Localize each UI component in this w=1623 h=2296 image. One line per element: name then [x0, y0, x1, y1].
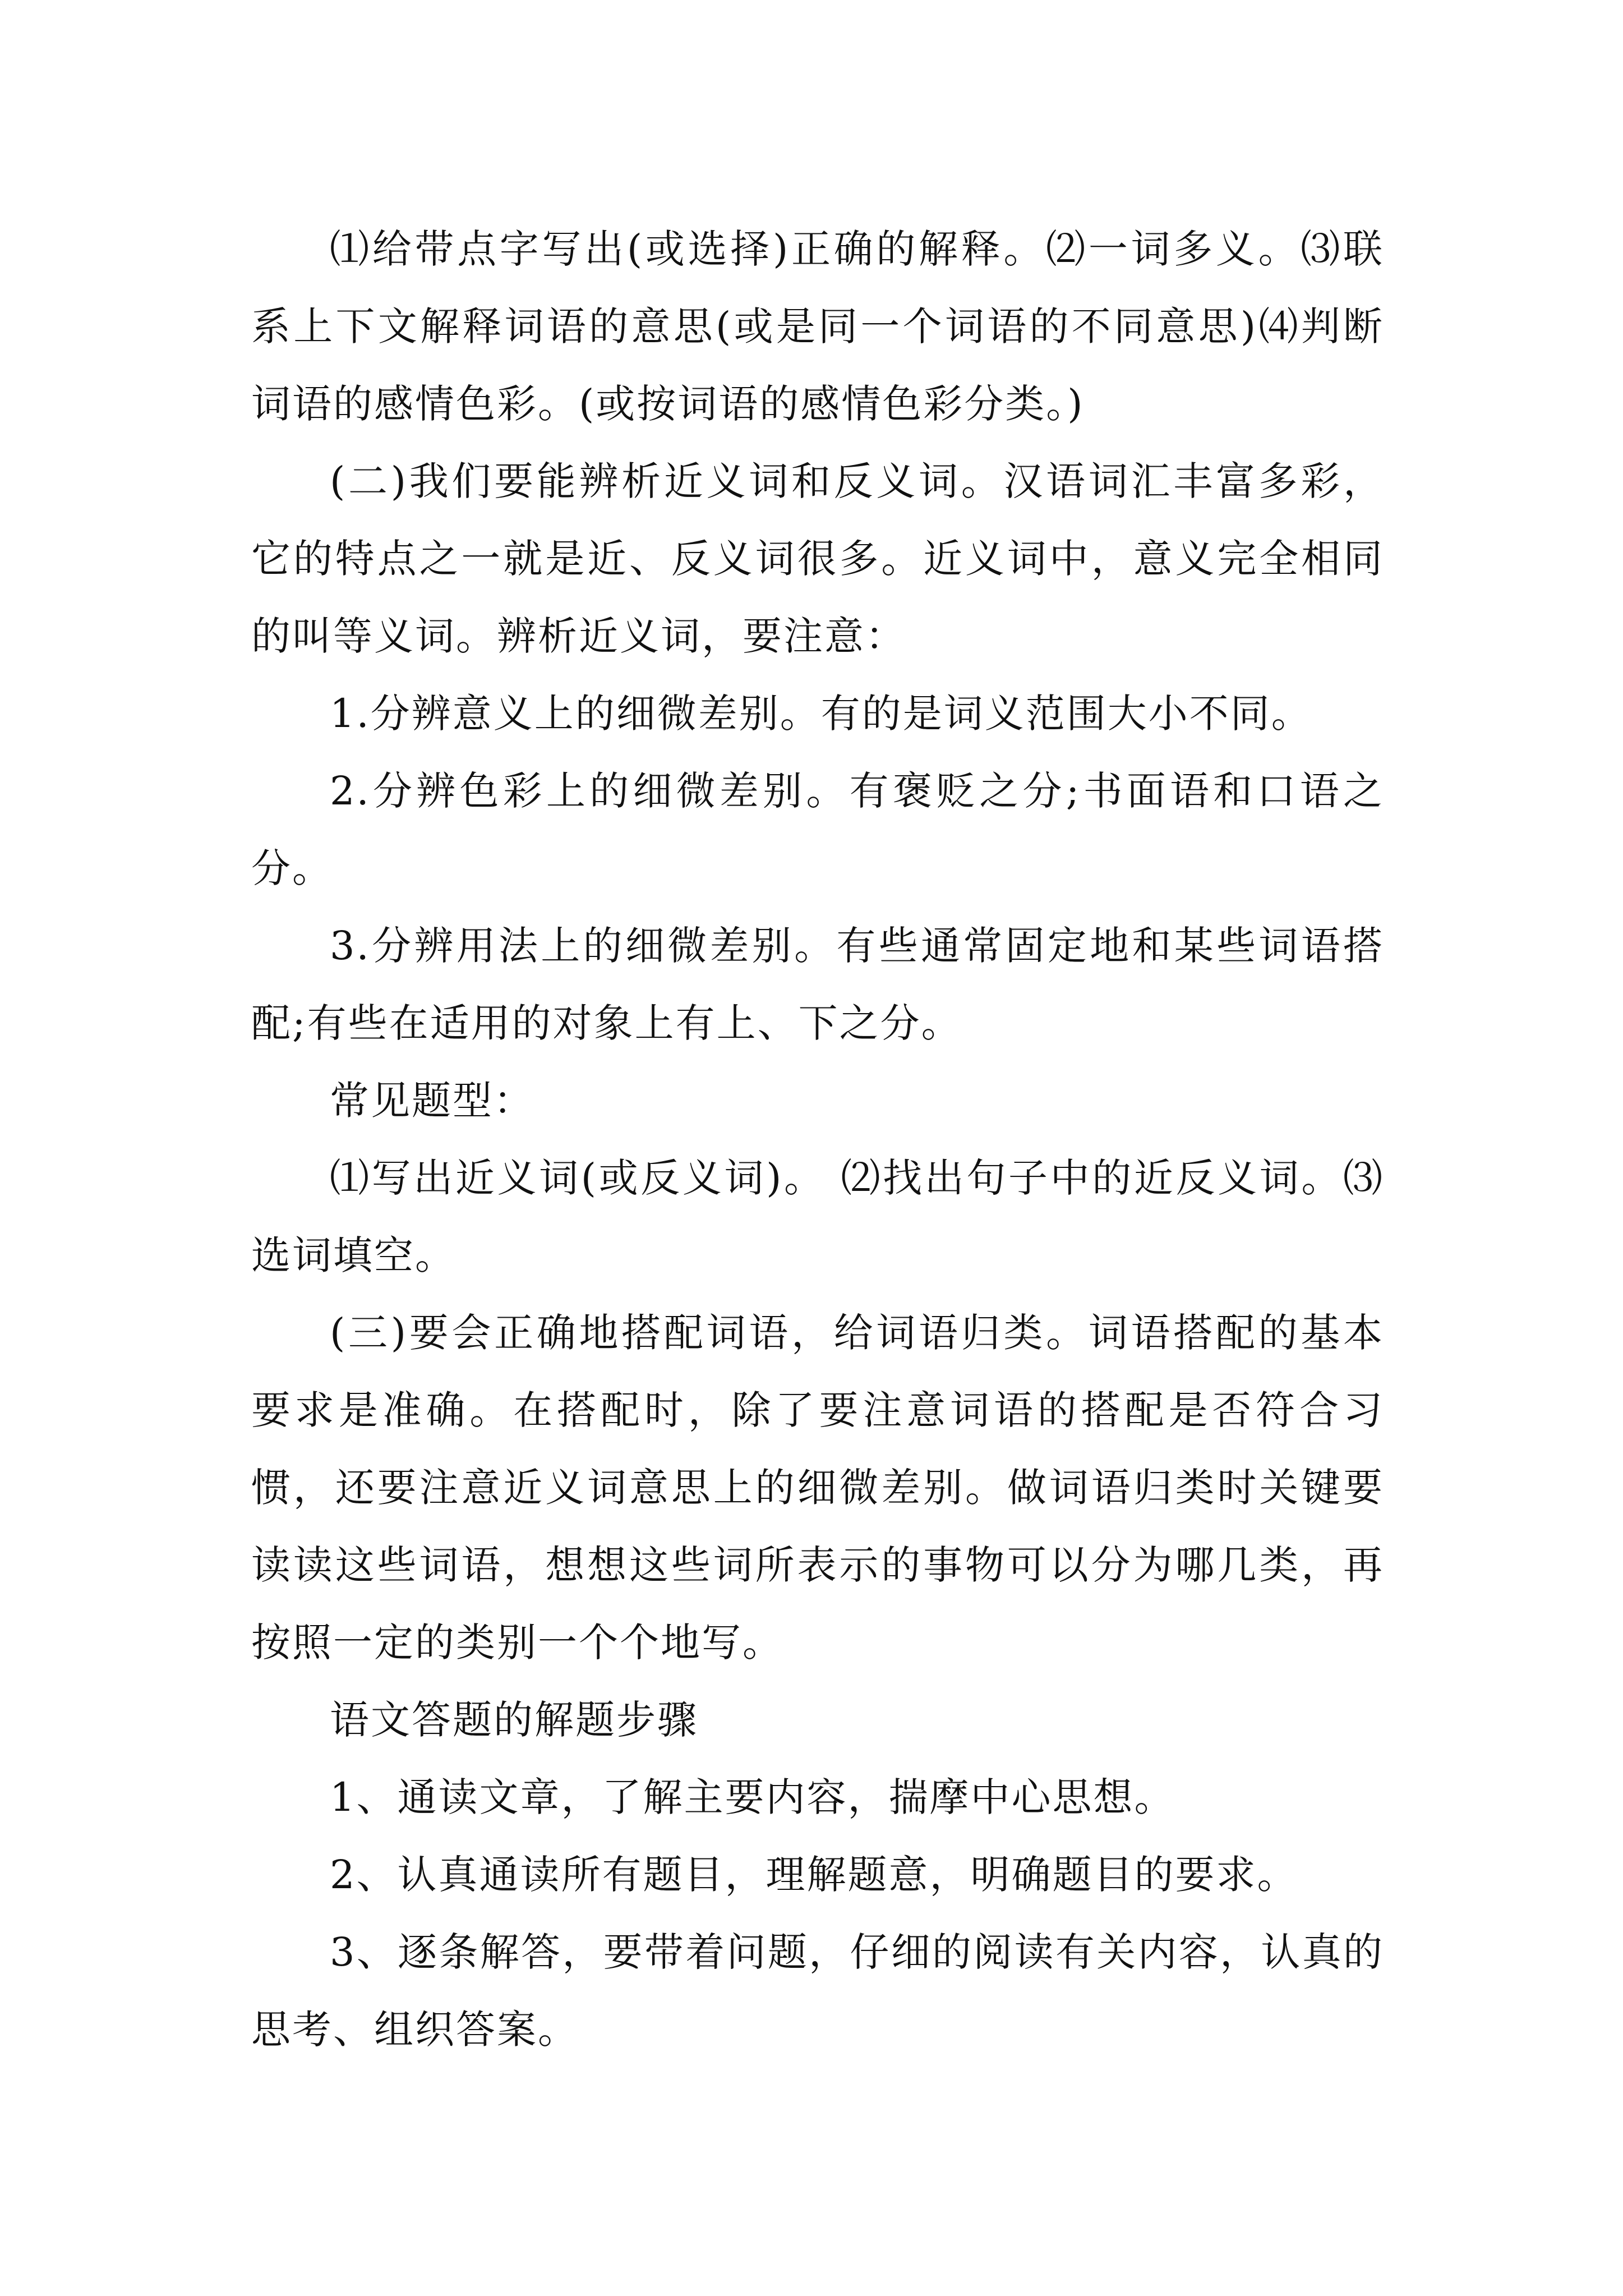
paragraph-question-types-intro: ⑴给带点字写出(或选择)正确的解释。⑵一词多义。⑶联系上下文解释词语的意思(或是同一个词语的不同意思)⑷判断词语的感情色彩。(或按词语的感情色彩分类。) — [251, 226, 1384, 427]
paragraph-point-2: 2.分辨色彩上的细微差别。有褒贬之分;书面语和口语之分。 — [251, 768, 1384, 891]
paragraph-point-3: 3.分辨用法上的细微差别。有些通常固定地和某些词语搭配;有些在适用的对象上有上、下之分。 — [251, 923, 1384, 1046]
paragraph-step-1: 1、通读文章，了解主要内容，揣摩中心思想。 — [330, 1774, 1175, 1820]
paragraph-step-2: 2、认真通读所有题目，理解题意，明确题目的要求。 — [330, 1852, 1298, 1898]
paragraph-steps-heading: 语文答题的解题步骤 — [330, 1697, 698, 1743]
document-body — [251, 210, 1384, 2068]
paragraph-common-types-heading: 常见题型： — [330, 1078, 534, 1124]
paragraph-step-3: 3、逐条解答，要带着问题，仔细的阅读有关内容，认真的思考、组织答案。 — [251, 1929, 1384, 2053]
paragraph-synonyms-antonyms: (二)我们要能辨析近义词和反义词。汉语词汇丰富多彩，它的特点之一就是近、反义词很多。近义词中，意义完全相同的叫等义词。辨析近义词，要注意： — [251, 458, 1384, 659]
paragraph-point-1: 1.分辨意义上的细微差别。有的是词义范围大小不同。 — [330, 691, 1312, 737]
paragraph-word-matching: (三)要会正确地搭配词语，给词语归类。词语搭配的基本要求是准确。在搭配时，除了要注意词语的搭配是否符合习惯，还要注意近义词意思上的细微差别。做词语归类时关键要读读这些词语，想想这些词所表示的事物可以分为哪几类，再按照一定的类别一个个地写。 — [251, 1310, 1384, 1665]
paragraph-common-types: ⑴写出近义词(或反义词)。 ⑵找出句子中的近反义词。⑶选词填空。 — [251, 1155, 1384, 1278]
